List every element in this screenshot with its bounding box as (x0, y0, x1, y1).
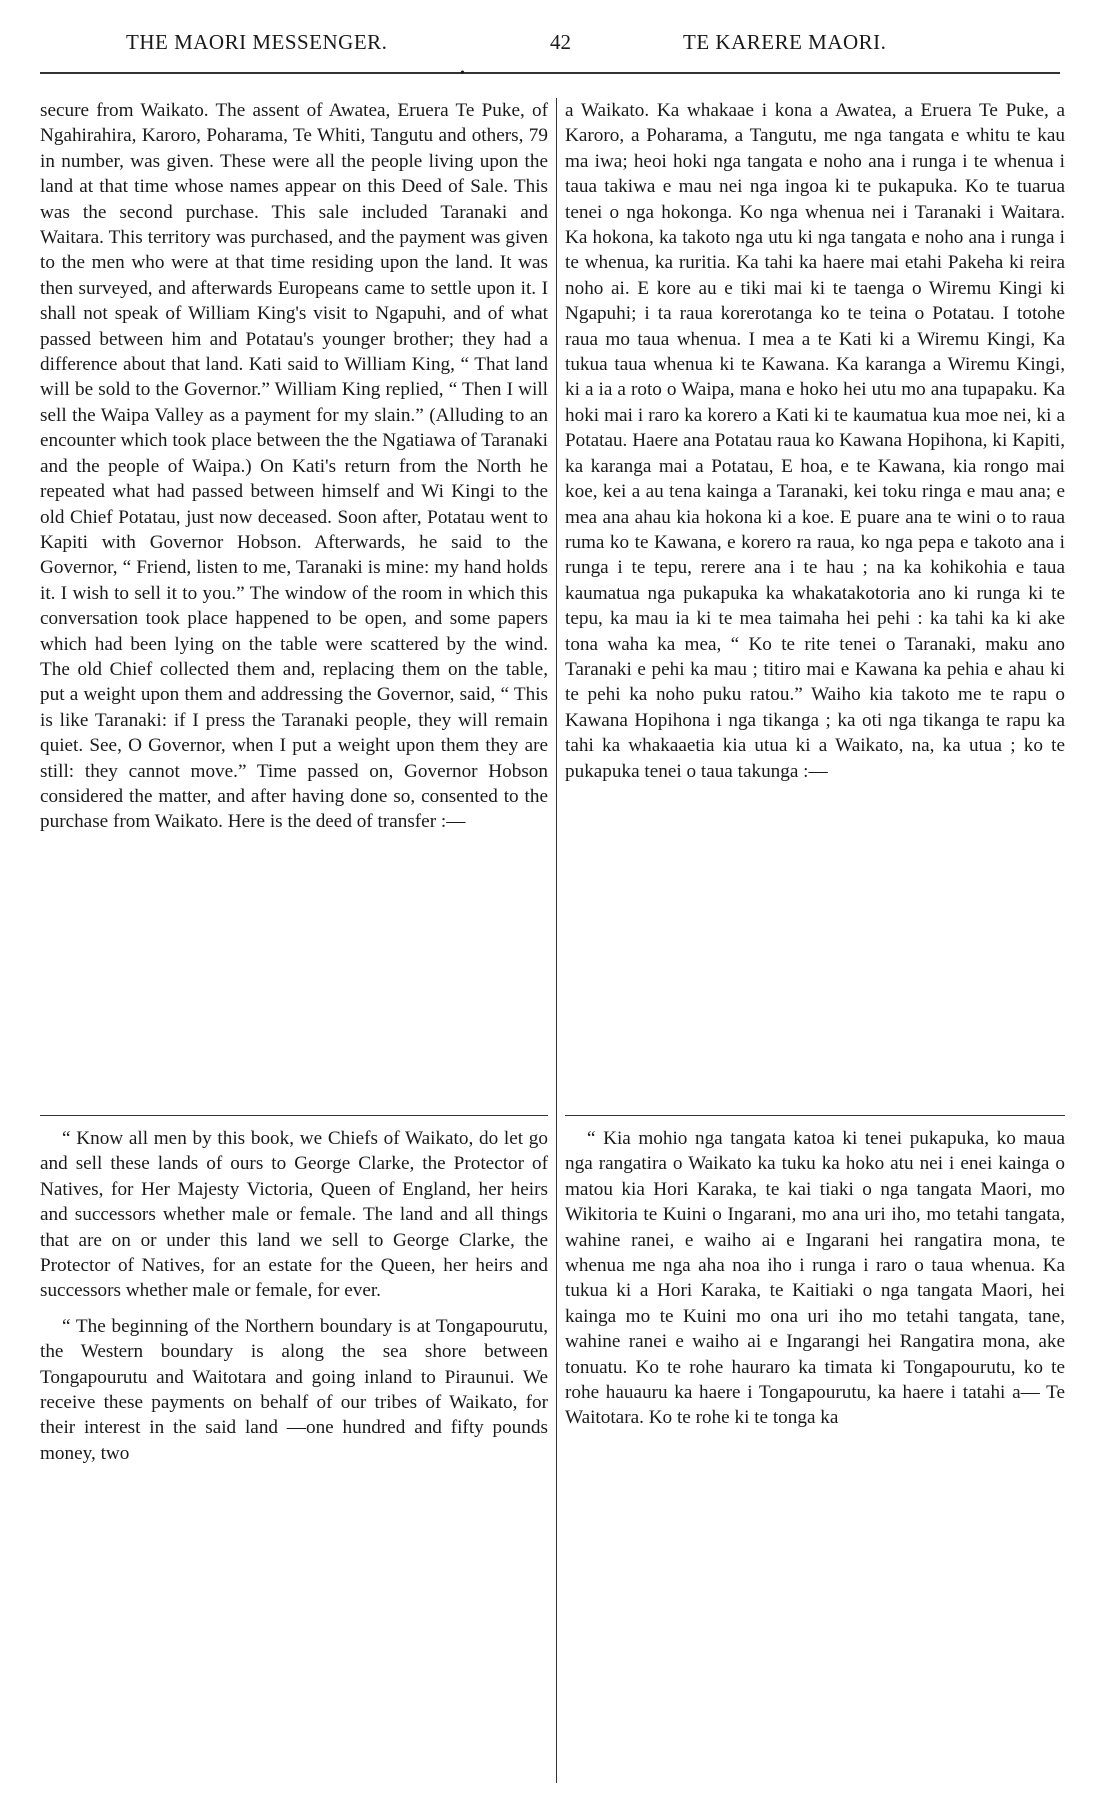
maori-paragraph-2: “ Kia mohio nga tangata katoa ki tenei pukapuka, ko maua nga rangatira o Waikato ka tuku ka hoko atu nei i enei kainga o matou kia Hori Karaka, te kai tiaki o nga tangata Maori, mo Wikitoria te Kuini o Ingarani, mo ana uri iho, mo tetahi tangata, wahine ranei, e waiho ai e Ingarani hei rangatira mona, te whenua me nga aha noa iho i runga i raro o taua whenua. Ka tukua ki a Hori Karaka, te Kaitiaki o nga tangata Maori, hei kainga mo te Kuini mo ona uri iho mo tetahi tangata, tane, wahine ranei e waiho ai e Ingarangi hei Rangatira mona, ake tonuatu. Ko te rohe hauraro ka timata ki Tongapourutu, ko te rohe hauauru ka haere i Tongapourutu, ka haere i tatahi a— Te Waitotara. Ko te rohe ki te tonga ka (565, 1128, 1065, 1429)
english-paragraph-2: “ Know all men by this book, we Chiefs of Waikato, do let go and sell these lands of ours to George Clarke, the Protector of Natives, for Her Majesty Victoria, Queen of England, her heirs and successors whether male or female. The land and all things that are on or under this land we sell to George Clarke, the Protector of Natives, for an estate for the Queen, her heirs and successors whether male or female, for ever. (40, 1128, 548, 1302)
english-paragraph-1: secure from Waikato. The assent of Awatea, Eruera Te Puke, of Ngahirahira, Karoro, Poharama, Te Whiti, Tangutu and others, 79 in number, was given. These were all the people living upon the land at that time whose names appear on this Deed of Sale. This was the second purchase. This sale included Taranaki and Waitara. This territory was purchased, and the payment was given to the men who were at that time residing upon the land. It was then surveyed, and afterwards Europeans came to settle upon it. I shall not speak of William King's visit to Ngapuhi, and of what passed between him and Potatau's younger brother; they had a difference about that land. Kati said to William King, “ That land will be sold to the Governor.” William King replied, “ Then I will sell the Waipa Valley as a payment for my slain.” (Alluding to an encounter which took place between the the Ngatiawa of Taranaki and the people of Waipa.) On Kati's return from the North he repeated what had passed between himself and Wi Kingi to the old Chief Potatau, just now deceased. Soon after, Potatau went to Kapiti with Governor Hobson. Afterwards, he said to the Governor, “ Friend, listen to me, Taranaki is mine: my hand holds it. I wish to sell it to you.” The window of the room in which this conversation took place happened to be open, and some papers which had been lying on the table were scattered by the wind. The old Chief collected them and, replacing them on the table, put a weight upon them and addressing the Governor, said, “ This is like Taranaki: if I press the Taranaki people, they will remain quiet. See, O Governor, when I put a weight upon them they are still: they cannot move.” Time passed on, Governor Hobson considered the matter, and after having done so, consented to the purchase from Waikato. Here is the deed of transfer :— (40, 100, 548, 833)
maori-paragraph-1: a Waikato. Ka whakaae i kona a Awatea, a Eruera Te Puke, a Karoro, a Poharama, a Tangutu, me nga tangata e whitu te kau ma iwa; heoi hoki nga tangata e noho ana i runga i te whenua i taua takiwa e mau nei nga ingoa ki te pukapuka. Ko te tuarua tenei o nga hokonga. Ko nga whenua nei i Taranaki i Waitara. Ka hokona, ka takoto nga utu ki nga tangata e noho ana i runga i te whenua, ka ruritia. Ka tahi ka haere mai etahi Pakeha ki reira noho ai. E kore au e tiki mai ki te taenga o Wiremu Kingi ki Ngapuhi; i ta raua korerotanga ko te teina o Potatau. I totohe raua mo taua whenua. I mea a te Kati ki a Wiremu Kingi, Ka tukua taua whenua ki te Kawana. Ka karanga a Wiremu Kingi, ki a ia a roto o Waipa, mana e hoko hei utu mo ana tupapaku. Ka hoki mai i raro ka korero a Kati ki te kaumatua kua moe nei, ki a Potatau. Haere ana Potatau raua ko Kawana Hopihona, ki Kapiti, ka karanga mai a Potatau, E hoa, e te Kawana, kia rongo mai koe, kei a au tena kainga a Taranaki, kei toku ringa e mau ana; e mea ana ahau kia hokona ki a koe. E puare ana te wini o to raua ruma ko te Kawana, e korero ra raua, ko nga pepa e takoto ana i runga i te tepu, rerere ana i te hau ; na ka kohikohia e taua kaumatua nga pukapuka ka whakatakotoria ano ki runga ki te tepu, ka mau ia ki te mea taimaha hei pehi : ka tahi ka ki ake tona waha ka mea, “ Ko te rite tenei o Taranaki, maku ano Taranaki e pehi ka mau ; titiro mai e Kawana ka pehia e ahau ki te pehi ka noho puku ratou.” Waiho kia takoto me te rapu o Kawana Hopihona i nga tikanga ; ka oti nga tikanga te rapu ka tahi ka whakaaetia kia utua ki a Waikato, na, ka utua ; ko te pukapuka tenei o taua takunga :— (565, 100, 1065, 782)
english-paragraph-3: “ The beginning of the Northern boundary is at Tongapourutu, the Western boundary is along the sea shore between Tongapourutu and Waitotara and going inland to Piraunui. We receive these payments on behalf of our tribes of Waikato, for their interest in the said land —one hundred and fifty pounds money, two (40, 1315, 548, 1464)
section-rule-right (565, 1115, 1065, 1116)
column-divider (556, 98, 557, 1783)
maori-column-bottom (565, 1126, 1065, 1431)
page-number: 42 (550, 30, 571, 54)
maori-column-top (565, 98, 1065, 784)
english-column-bottom (40, 1126, 548, 1466)
section-rule-left (40, 1115, 548, 1116)
page-header (40, 30, 1080, 70)
header-rule (40, 72, 1060, 74)
maori-title: TE KARERE MAORI. (683, 30, 887, 54)
header-ornament: • (460, 66, 465, 81)
english-column-top (40, 98, 548, 835)
english-title: THE MAORI MESSENGER. (126, 30, 388, 54)
